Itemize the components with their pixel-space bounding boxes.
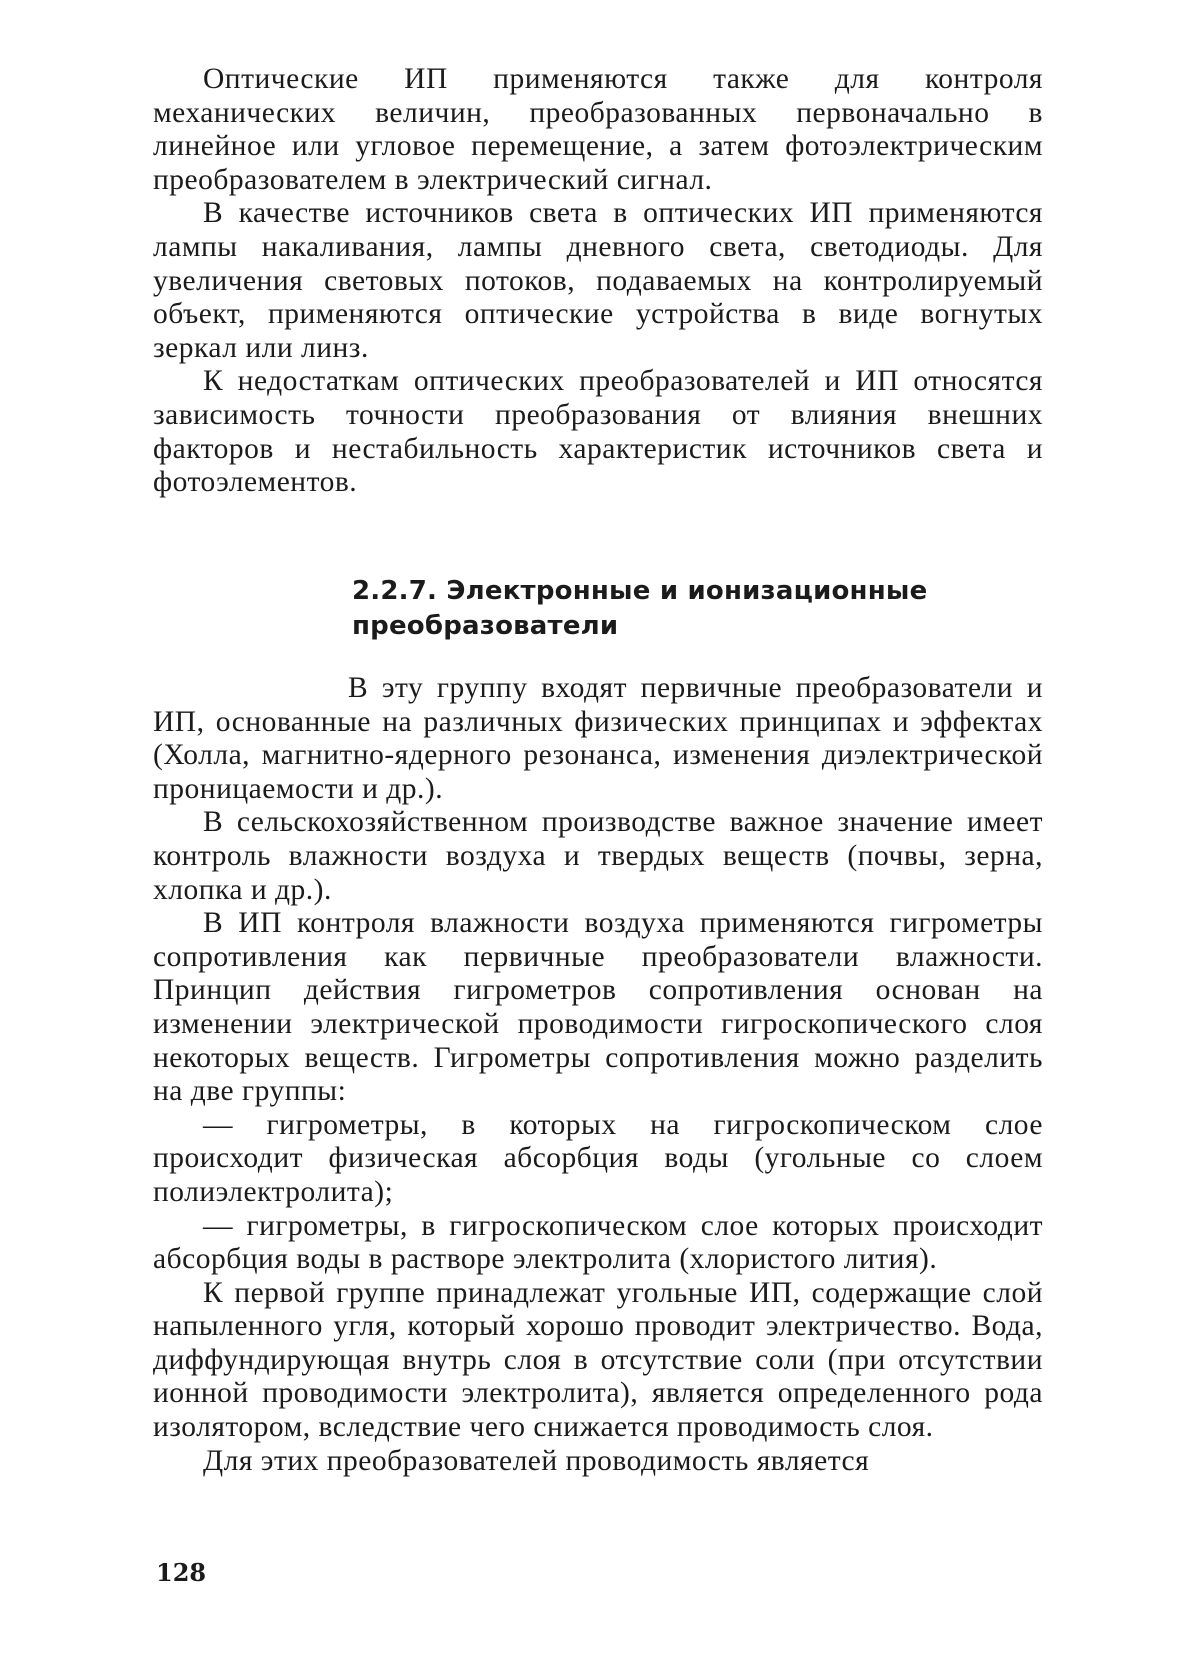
paragraph-optical-mechanical: Оптические ИП применяются также для контроля механических величин, преобразованных первоначально в линейное или угловое перемещение, а затем фотоэлектрическим преобразователем в электрический сигнал.: [153, 63, 1043, 196]
text-block-top: [153, 63, 1043, 500]
paragraph-conductivity-continued: Для этих преобразователей проводимость является: [203, 1444, 870, 1477]
text-block-main: [153, 672, 1043, 1478]
paragraph-agriculture-humidity: В сельскохозяйственном производстве важное значение имеет контроль влажности воздуха и твердых веществ (почвы, зерна, хлопка и др.).: [153, 806, 1043, 906]
page-number: 128: [156, 1558, 207, 1587]
paragraph-light-sources: В качестве источников света в оптических ИП применяются лампы накаливания, лампы дневного света, светодиоды. Для увеличения световых потоков, подаваемых на контролируемый объект, применяются оптические устройства в виде вогнутых зеркал или линз.: [153, 197, 1043, 364]
paragraph-group-intro: В эту группу входят первичные преобразователи и ИП, основанные на различных физических принципах и эффектах (Холла, магнитно-ядерного резонанса, изменения диэлектрической проницаемости и др.).: [153, 672, 1043, 805]
list-item-electrolyte-absorption: — гигрометры, в гигроскопическом слое которых происходит абсорбция воды в растворе электролита (хлористого лития).: [153, 1209, 1043, 1276]
section-heading: 2.2.7. Электронные и ионизационные преобразователи: [352, 576, 928, 641]
list-item-physical-absorption: — гигрометры, в которых на гигроскопическом слое происходит физическая абсорбция воды (угольные со слоем полиэлектролита);: [153, 1108, 1043, 1208]
paragraph-carbon-ip: К первой группе принадлежат угольные ИП, содержащие слой напыленного угля, который хорошо проводит электричество. Вода, диффундирующая внутрь слоя в отсутствие соли (при отсутствии ионной проводимости электролита), является определенного рода изолятором, вследствие чего снижается проводимость слоя.: [153, 1276, 1043, 1444]
paragraph-hygrometers: В ИП контроля влажности воздуха применяются гигрометры сопротивления как первичные преобразователи влажности. Принцип действия гигрометров сопротивления основан на изменении электрической проводимости гигроскопического слоя некоторых веществ. Гигрометры сопротивления можно разделить на две группы:: [153, 907, 1043, 1108]
paragraph-optical-drawbacks: К недостаткам оптических преобразователей и ИП относятся зависимость точности преобразования от влияния внешних факторов и нестабильность характеристик источников света и фотоэлементов.: [153, 365, 1043, 499]
